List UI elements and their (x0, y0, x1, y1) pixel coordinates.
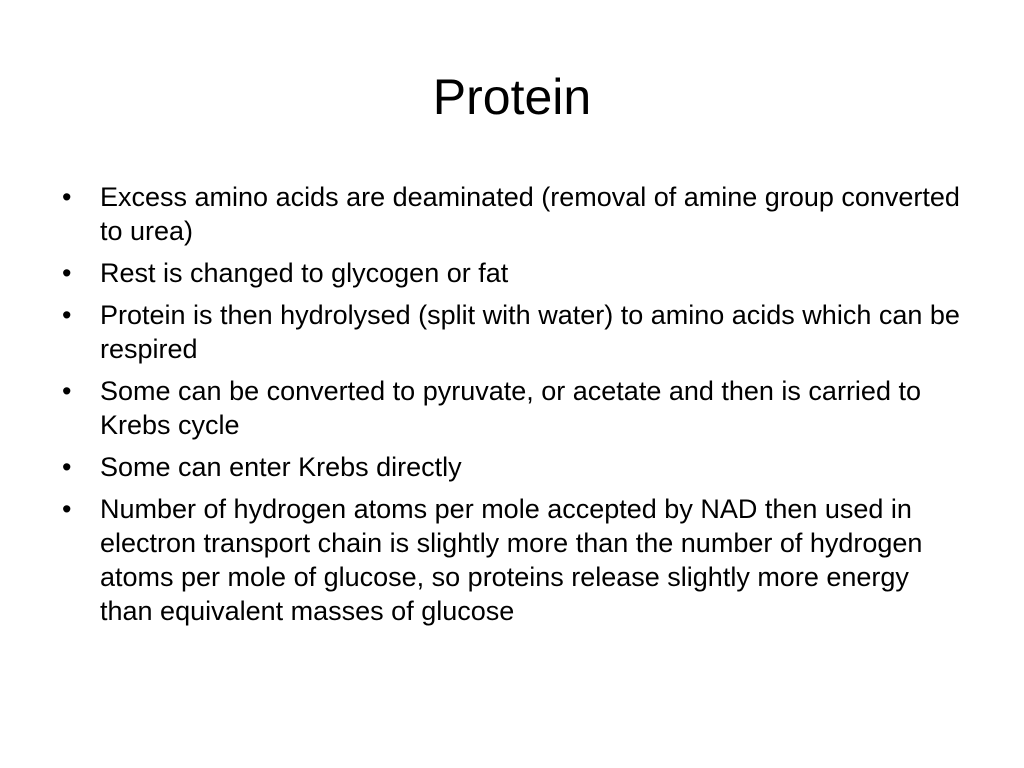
bullet-icon: • (62, 182, 72, 212)
bullet-text: Some can enter Krebs directly (100, 452, 462, 482)
slide-title: Protein (432, 69, 592, 125)
bullet-list (62, 180, 962, 636)
bullet-item (62, 180, 962, 248)
bullet-item (62, 256, 962, 290)
bullet-text: Number of hydrogen atoms per mole accepted by NAD then used in electron transport chain is slightly more than the number of hydrogen atoms per mole of glucose, so proteins release slightly more energy than equivalent masses of glucose (100, 494, 923, 626)
bullet-icon: • (62, 452, 72, 482)
bullet-text: Rest is changed to glycogen or fat (100, 258, 509, 288)
bullet-item (62, 374, 962, 442)
bullet-icon: • (62, 494, 72, 524)
bullet-text: Some can be converted to pyruvate, or acetate and then is carried to Krebs cycle (100, 376, 921, 440)
bullet-item (62, 298, 962, 366)
bullet-item (62, 450, 962, 484)
bullet-icon: • (62, 258, 72, 288)
bullet-icon: • (62, 376, 72, 406)
bullet-icon: • (62, 300, 72, 330)
bullet-text: Excess amino acids are deaminated (removal of amine group converted to urea) (100, 182, 960, 246)
bullet-item (62, 492, 962, 628)
bullet-text: Protein is then hydrolysed (split with water) to amino acids which can be respired (100, 300, 960, 364)
